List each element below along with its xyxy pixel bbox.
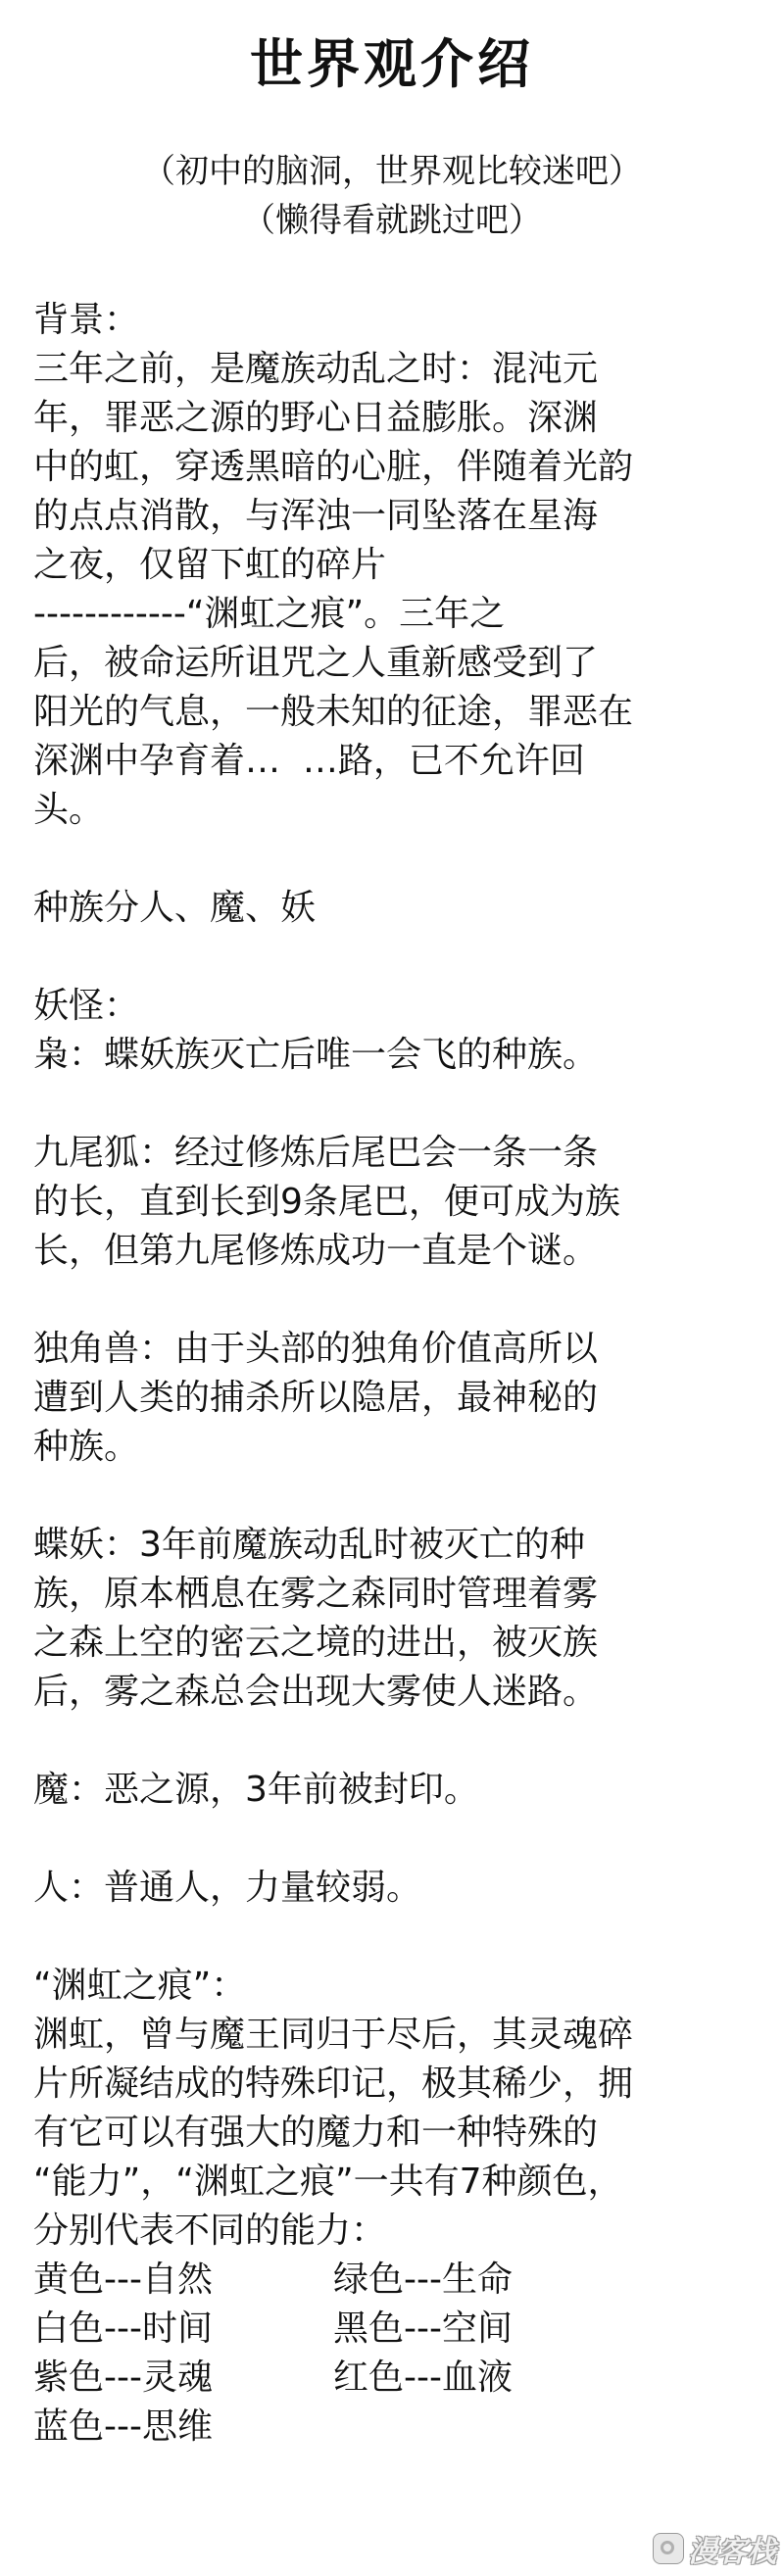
logo-icon <box>653 2533 684 2564</box>
paragraph-gap <box>33 1717 751 1766</box>
page-title: 世界观介绍 <box>250 33 534 95</box>
background-line: 中的虹，穿透黑暗的心脏，伴随着光韵 <box>33 447 634 487</box>
ren-entry: 人：普通人，力量较弱。 <box>33 1868 422 1908</box>
henji-line: 渊虹，曾与魔王同归于尽后，其灵魂碎 <box>33 2015 634 2055</box>
color-entry-white: 白色---时间 <box>33 2309 213 2349</box>
paragraph-gap <box>33 1472 751 1521</box>
dujiaoshou-line: 种族。 <box>33 1427 140 1467</box>
watermark-logo <box>653 2527 776 2570</box>
paragraph-gap <box>33 1276 751 1325</box>
background-line: ------------“渊虹之痕”。三年之 <box>33 594 506 634</box>
henji-line: 有它可以有强大的魔力和一种特殊的 <box>33 2113 599 2153</box>
paragraph-gap <box>33 1080 751 1129</box>
color-entry-black: 黑色---空间 <box>333 2309 513 2349</box>
background-heading: 背景： <box>33 300 140 340</box>
henji-line: 片所凝结成的特殊印记，极其稀少，拥 <box>33 2064 634 2104</box>
color-entry-yellow: 黄色---自然 <box>33 2260 213 2300</box>
paragraph-gap <box>33 835 751 884</box>
background-line: 头。 <box>33 790 105 830</box>
background-line: 阳光的气息，一般未知的征途，罪恶在 <box>33 692 634 732</box>
yaoguai-heading: 妖怪： <box>33 986 140 1026</box>
subtitle-line-1: （初中的脑洞，世界观比较迷吧） <box>142 152 642 191</box>
subtitle-line-2: （懒得看就跳过吧） <box>242 201 542 240</box>
dujiaoshou-line: 遭到人类的捕杀所以隐居，最神秘的 <box>33 1378 599 1418</box>
jiuweihu-line: 的长，直到长到9条尾巴，便可成为族 <box>33 1182 620 1222</box>
watermark-text: 漫客栈 <box>688 2535 776 2569</box>
dieyao-line: 族，原本栖息在雾之森同时管理着雾 <box>33 1574 599 1614</box>
background-line: 三年之前，是魔族动乱之时：混沌元 <box>33 349 599 389</box>
background-line: 的点点消散，与浑浊一同坠落在星海 <box>33 496 599 536</box>
background-line: 后，被命运所诅咒之人重新感受到了 <box>33 643 599 683</box>
paragraph-gap <box>33 1815 751 1864</box>
color-entry-blue: 蓝色---思维 <box>33 2406 213 2447</box>
dieyao-line: 蝶妖：3年前魔族动乱时被灭亡的种 <box>33 1525 585 1565</box>
color-entry-purple: 紫色---灵魂 <box>33 2357 213 2398</box>
mo-entry: 魔：恶之源，3年前被封印。 <box>33 1770 479 1810</box>
paragraph-gap <box>33 933 751 982</box>
races-line: 种族分人、魔、妖 <box>33 888 317 928</box>
jiuweihu-line: 九尾狐：经过修炼后尾巴会一条一条 <box>33 1133 599 1173</box>
color-entry-green: 绿色---生命 <box>333 2260 513 2300</box>
henji-line: 分别代表不同的能力： <box>33 2211 387 2251</box>
xiao-entry: 枭：蝶妖族灭亡后唯一会飞的种族。 <box>33 1035 599 1075</box>
henji-heading: “渊虹之痕”： <box>33 1966 247 2006</box>
background-line: 之夜，仅留下虹的碎片 <box>33 545 387 585</box>
background-line: 深渊中孕育着… …路，已不允许回 <box>33 741 585 781</box>
dieyao-line: 之森上空的密云之境的进出，被灭族 <box>33 1623 599 1663</box>
dieyao-line: 后，雾之森总会出现大雾使人迷路。 <box>33 1672 599 1712</box>
henji-line: “能力”，“渊虹之痕”一共有7种颜色， <box>33 2162 623 2202</box>
dujiaoshou-line: 独角兽：由于头部的独角价值高所以 <box>33 1329 599 1369</box>
background-line: 年，罪恶之源的野心日益膨胀。深渊 <box>33 398 599 438</box>
color-entry-red: 红色---血液 <box>333 2357 513 2398</box>
paragraph-gap <box>33 1913 751 1962</box>
jiuweihu-line: 长，但第九尾修炼成功一直是个谜。 <box>33 1231 599 1271</box>
color-ability-list <box>33 2256 751 2452</box>
